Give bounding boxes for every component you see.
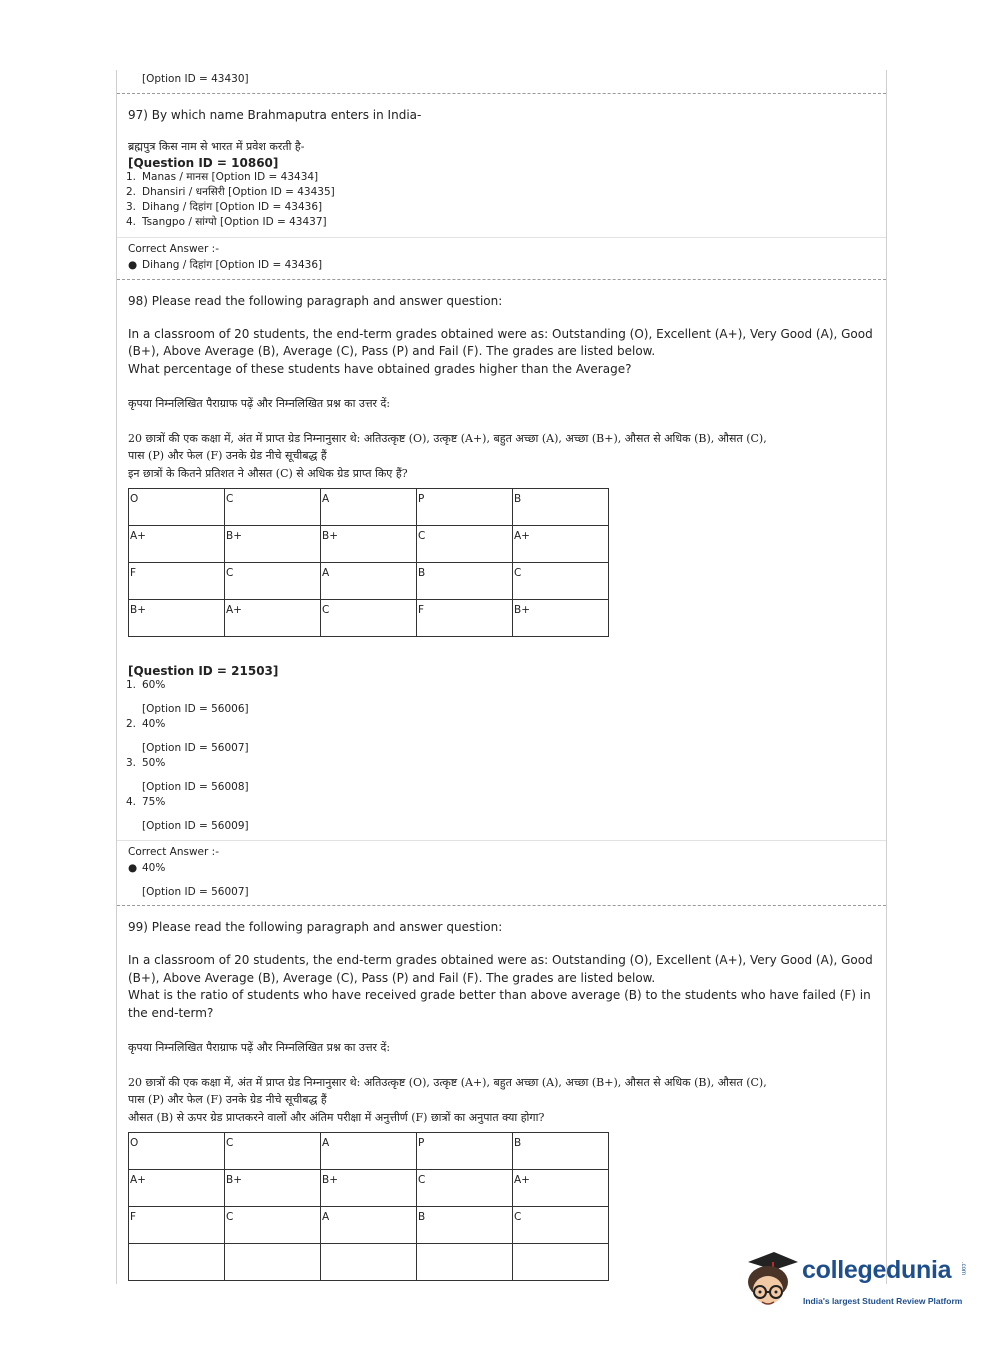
q98-heading: 98) Please read the following paragraph and answer question: xyxy=(128,293,503,308)
q98-grades-table xyxy=(128,488,609,637)
q98-correct-option-id: [Option ID = 56007] xyxy=(142,886,249,898)
q98-correct-label: Correct Answer :- xyxy=(128,846,219,858)
logo-suffix: .com xyxy=(960,1262,966,1276)
table-row: O C A P B xyxy=(129,489,609,526)
q98-correct-answer: ● 40% xyxy=(117,858,886,876)
list-item[interactable]: 3. 50% xyxy=(126,757,166,769)
list-item[interactable]: 4. 75% xyxy=(126,796,166,808)
q98-options: 1. 60% [Option ID = 56006] 2. 40% [Option ID = 56007] 3. 50% [Option ID = 56008] 4. 75% [Option ID = 56009] xyxy=(117,678,886,834)
table-row: O C A P B xyxy=(129,1133,609,1170)
q98-paragraph: In a classroom of 20 students, the end-term grades obtained were as: Outstanding (O), Excellent (A+), Very Good (A), Good (B+), Above Average (B), Average (C), Pass (P) and Fail (F). The grades are listed below. What percentage of these students have obtained grades higher than the Average? xyxy=(128,326,873,376)
logo-tagline: India's largest Student Review Platform xyxy=(803,1296,963,1306)
list-item[interactable]: 1. 60% xyxy=(126,679,166,691)
q99-grades-table xyxy=(128,1132,609,1281)
q97-correct-label: Correct Answer :- xyxy=(128,242,219,255)
q98-question-id: [Question ID = 21503] xyxy=(128,664,279,678)
list-item[interactable]: 2. 40% xyxy=(126,718,166,730)
bullet-icon: ● xyxy=(128,862,138,874)
q97-question-id: [Question ID = 10860] xyxy=(128,155,279,170)
bullet-icon: ● xyxy=(128,258,138,271)
q98-hindi-paragraph: 20 छात्रों की एक कक्षा में, अंत में प्राप्त ग्रेड निम्नानुसार थे: अतिउत्कृष्ट (O), उत्कृष्ट (A+), बहुत अच्छा (A), अच्छा (B+), औसत से अधिक (B), औसत (C), पास (P) और फेल (F) उनके ग्रेड नीचे सूचीबद्ध हैं इन छात्रों के कितने प्रतिशत ने औसत (C) से अधिक ग्रेड प्राप्त किए हैं? xyxy=(128,431,767,480)
table-row: F C A B C xyxy=(129,563,609,600)
q97-heading: 97) By which name Brahmaputra enters in India- xyxy=(128,108,422,122)
logo-wordmark: collegedunia xyxy=(802,1256,952,1284)
list-item[interactable]: 2. Dhansiri / धनसिरी [Option ID = 43435] xyxy=(126,185,335,198)
exam-page xyxy=(116,70,887,1284)
list-item[interactable]: 1. Manas / मानस [Option ID = 43434] xyxy=(126,170,319,183)
q99-heading: 99) Please read the following paragraph and answer question: xyxy=(128,920,503,934)
table-row: B+ A+ C F B+ xyxy=(129,600,609,637)
q98-hindi-intro: कृपया निम्नलिखित पैराग्राफ पढ़ें और निम्नलिखित प्रश्न का उत्तर दें: xyxy=(128,397,391,410)
q97-hindi: ब्रह्मपुत्र किस नाम से भारत में प्रवेश करती है- xyxy=(128,140,305,153)
list-item[interactable]: 3. Dihang / दिहांग [Option ID = 43436] xyxy=(126,200,323,213)
q97-correct-answer: ● Dihang / दिहांग [Option ID = 43436] xyxy=(117,255,886,279)
q97-options xyxy=(117,170,886,230)
list-item[interactable]: 4. Tsangpo / सांग्पो [Option ID = 43437] xyxy=(126,215,327,228)
table-row: F C A B C xyxy=(129,1207,609,1244)
top-option-id: [Option ID = 43430] xyxy=(142,73,249,85)
q99-paragraph: In a classroom of 20 students, the end-term grades obtained were as: Outstanding (O), Excellent (A+), Very Good (A), Good (B+), Above Average (B), Average (C), Pass (P) and Fail (F). The grades are listed below. What is the ratio of students who have received grade better than above average (B) to the students who have failed (F) in the end-term? xyxy=(128,953,873,1020)
table-row xyxy=(129,1244,609,1281)
q99-hindi-paragraph: 20 छात्रों की एक कक्षा में, अंत में प्राप्त ग्रेड निम्नानुसार थे: अतिउत्कृष्ट (O), उत्कृष्ट (A+), बहुत अच्छा (A), अच्छा (B+), औसत से अधिक (B), औसत (C), पास (P) और फेल (F) उनके ग्रेड नीचे सूचीबद्ध हैं औसत (B) से ऊपर ग्रेड प्राप्तकरने वालों और अंतिम परीक्षा में अनुत्तीर्ण (F) छात्रों का अनुपात क्या होगा? xyxy=(128,1075,767,1124)
table-row: A+ B+ B+ C A+ xyxy=(129,526,609,563)
table-row: A+ B+ B+ C A+ xyxy=(129,1170,609,1207)
collegedunia-logo[interactable] xyxy=(740,1248,970,1318)
q99-hindi-intro: कृपया निम्नलिखित पैराग्राफ पढ़ें और निम्नलिखित प्रश्न का उत्तर दें: xyxy=(128,1041,391,1054)
mascot-icon xyxy=(740,1248,800,1310)
